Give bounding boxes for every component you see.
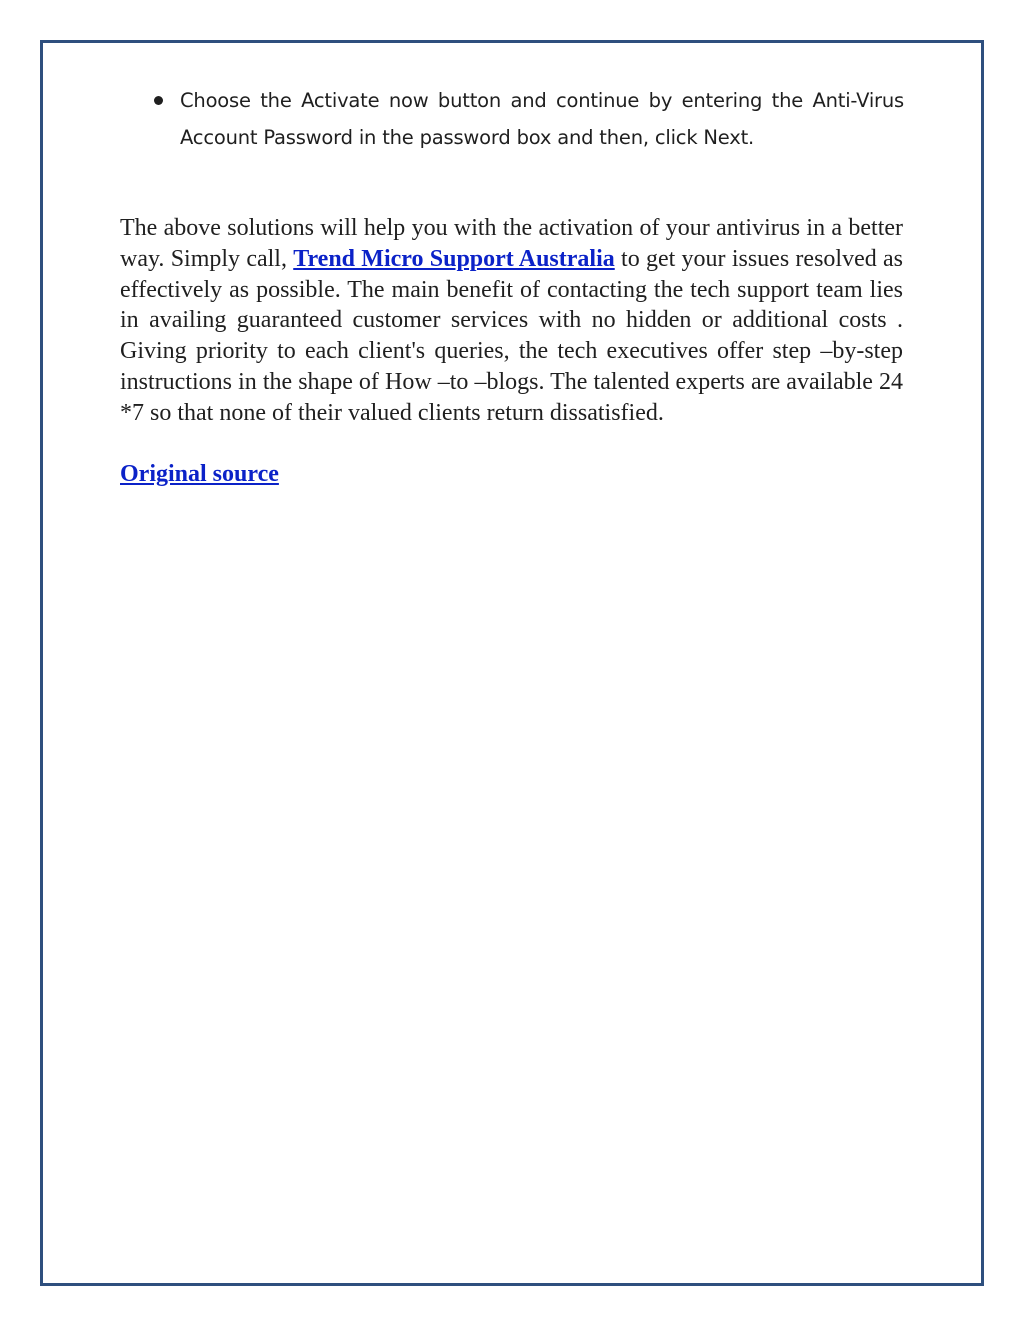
paragraph-text-before-link: The above solutions will help you with the activation of your antivirus in a better way. Simply call, [120,215,903,272]
bullet-text: Choose the Activate now button and continue by entering the Anti-Virus Account Password in the password box and then, click Next. [180,89,904,149]
bullet-list [120,82,904,156]
paragraph-text-after-link: to get your issues resolved as effectively as possible. The main benefit of contacting the tech support team lies in availing guaranteed customer services with no hidden or additional costs . Giving priority to each client's queries, the tech executives offer step –by-step instructions in the shape of How –to –blogs. The talented experts are available 24 *7 so that none of their valued clients return dissatisfied. [120,245,903,426]
trend-micro-support-link[interactable]: Trend Micro Support Australia [293,245,615,272]
bullet-dot-icon [154,96,163,105]
body-paragraph [120,213,903,429]
bullet-item [120,82,904,156]
original-source-link[interactable]: Original source [120,461,279,487]
source-line [120,459,279,490]
